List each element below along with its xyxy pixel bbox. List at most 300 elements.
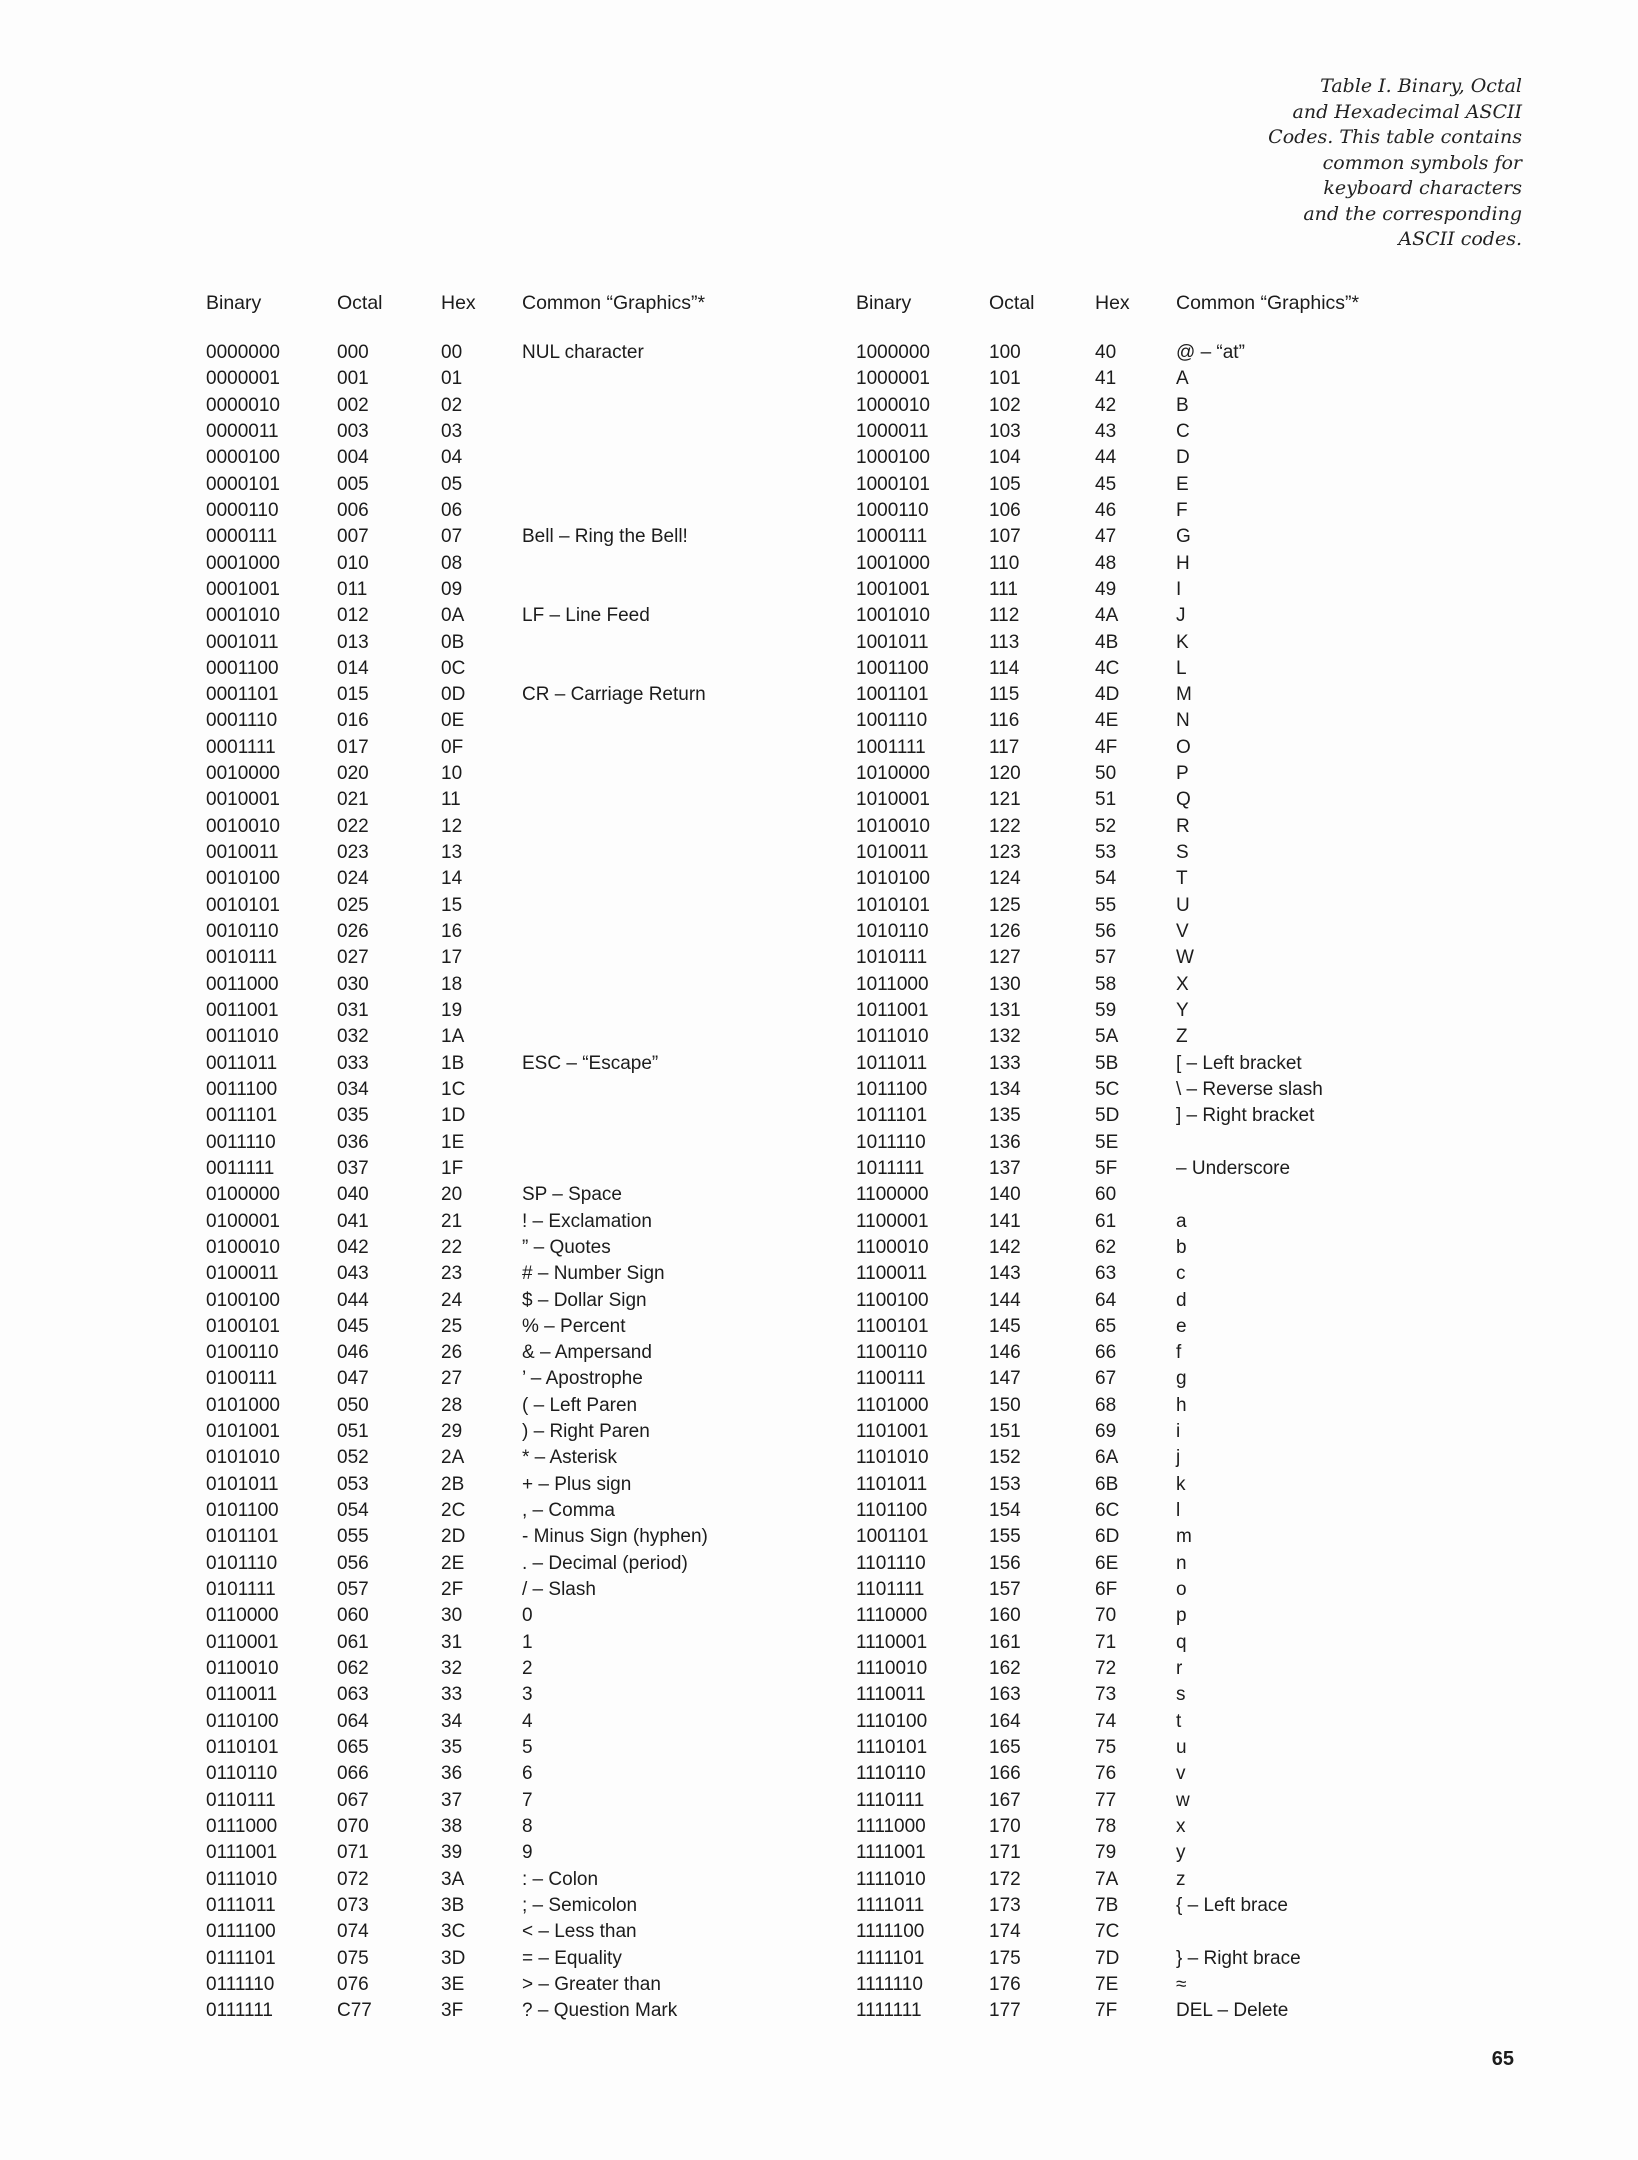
left-octal-cell: 025 <box>337 894 369 916</box>
caption-line: Codes. This table contains <box>1268 126 1522 148</box>
left-graphics-cell: - Minus Sign (hyphen) <box>522 1526 708 1548</box>
left-octal-cell: 067 <box>337 1789 369 1811</box>
left-octal-cell: 060 <box>337 1605 369 1627</box>
left-graphics-cell: SP – Space <box>522 1184 623 1206</box>
right-octal-cell: 163 <box>989 1684 1021 1706</box>
left-octal-cell: 057 <box>337 1579 369 1601</box>
right-binary-cell: 1010111 <box>856 947 928 969</box>
left-octal-cell: 027 <box>337 947 369 969</box>
right-octal-cell: 137 <box>989 1157 1021 1179</box>
right-binary-cell: 1100111 <box>856 1368 926 1390</box>
left-binary-cell: 0011001 <box>206 1000 279 1021</box>
right-octal-cell: 107 <box>989 526 1021 548</box>
left-hex-cell: 38 <box>441 1815 463 1837</box>
right-hex-cell: 40 <box>1095 342 1117 363</box>
right-graphics-cell: M <box>1176 684 1192 706</box>
left-binary-cell: 0100010 <box>206 1236 280 1258</box>
left-graphics-cell: ESC – “Escape” <box>522 1052 659 1074</box>
right-octal-cell: 144 <box>989 1289 1021 1311</box>
right-octal-cell: 126 <box>989 921 1021 943</box>
left-hex-cell: 1E <box>441 1131 465 1153</box>
caption-line: and the corresponding <box>1303 202 1522 225</box>
table-row <box>0 1130 1638 1156</box>
table-row <box>0 1419 1638 1445</box>
right-octal-cell: 171 <box>989 1842 1021 1864</box>
left-octal-cell: 042 <box>337 1236 369 1258</box>
right-octal-cell: 155 <box>989 1526 1021 1548</box>
table-row <box>0 787 1638 813</box>
right-graphics-cell: @ – “at” <box>1176 342 1245 363</box>
right-octal-cell: 162 <box>989 1658 1021 1679</box>
left-hex-cell: 04 <box>441 447 463 469</box>
right-binary-cell: 1011011 <box>856 1052 928 1074</box>
right-octal-cell: 153 <box>989 1473 1021 1495</box>
left-binary-cell: 0110000 <box>206 1605 279 1627</box>
right-binary-cell: 1111111 <box>856 2000 922 2022</box>
table-row <box>0 1867 1638 1893</box>
left-binary-cell: 0010000 <box>206 763 280 785</box>
right-graphics-cell: ] – Right bracket <box>1176 1105 1315 1127</box>
table-row <box>0 577 1638 603</box>
left-binary-cell: 0010010 <box>206 815 280 837</box>
right-octal-cell: 113 <box>989 631 1020 653</box>
right-octal-cell: 132 <box>989 1026 1021 1048</box>
table-row <box>0 1366 1638 1392</box>
table-row <box>0 1656 1638 1682</box>
right-octal-cell: 142 <box>989 1236 1021 1258</box>
left-hex-cell: 0B <box>441 631 465 653</box>
right-octal-cell: 133 <box>989 1052 1021 1074</box>
left-binary-cell: 0110111 <box>206 1789 276 1811</box>
left-octal-cell: 030 <box>337 973 369 995</box>
left-octal-cell: 046 <box>337 1342 369 1364</box>
left-binary-cell: 0000100 <box>206 447 280 469</box>
left-hex-cell: 35 <box>441 1736 463 1758</box>
left-binary-cell: 0101000 <box>206 1394 280 1416</box>
right-hex-cell: 4B <box>1095 631 1119 653</box>
left-octal-cell: 043 <box>337 1263 369 1285</box>
left-octal-cell: 044 <box>337 1289 369 1311</box>
left-hex-cell: 1D <box>441 1105 466 1127</box>
right-octal-cell: 127 <box>989 947 1021 969</box>
left-octal-cell: 064 <box>337 1710 369 1732</box>
left-octal-cell: 074 <box>337 1921 369 1943</box>
right-binary-cell: 1111101 <box>856 1947 925 1969</box>
left-hex-cell: 16 <box>441 921 463 943</box>
left-octal-cell: 053 <box>337 1473 369 1495</box>
left-octal-cell: 003 <box>337 420 369 442</box>
left-binary-cell: 0000000 <box>206 342 280 363</box>
left-graphics-cell: 0 <box>522 1605 533 1627</box>
left-octal-cell: 054 <box>337 1500 369 1522</box>
right-hex-cell: 76 <box>1095 1763 1117 1785</box>
left-octal-cell: 062 <box>337 1658 369 1679</box>
right-octal-cell: 131 <box>989 1000 1021 1021</box>
left-binary-cell: 0001001 <box>206 578 280 600</box>
right-hex-cell: 55 <box>1095 894 1117 916</box>
right-octal-cell: 122 <box>989 815 1021 837</box>
right-hex-cell: 54 <box>1095 868 1117 890</box>
right-binary-cell: 1101100 <box>856 1500 928 1522</box>
table-row <box>0 1814 1638 1840</box>
right-octal-cell: 116 <box>989 710 1020 732</box>
right-hex-cell: 56 <box>1095 921 1117 943</box>
right-hex-cell: 65 <box>1095 1315 1117 1337</box>
right-graphics-cell: e <box>1176 1315 1187 1337</box>
right-hex-cell: 6F <box>1095 1579 1118 1601</box>
right-hex-cell: 77 <box>1095 1789 1117 1811</box>
left-octal-cell: 035 <box>337 1105 369 1127</box>
table-row <box>0 1919 1638 1945</box>
right-graphics-cell: i <box>1176 1421 1181 1443</box>
right-octal-cell: 167 <box>989 1789 1021 1811</box>
right-graphics-cell: P <box>1176 763 1189 785</box>
right-hex-cell: 51 <box>1095 789 1117 811</box>
table-row <box>0 366 1638 392</box>
right-binary-cell: 1001001 <box>856 578 930 600</box>
right-hex-cell: 57 <box>1095 947 1117 969</box>
left-graphics-cell: & – Ampersand <box>522 1342 652 1364</box>
left-octal-cell: 055 <box>337 1526 369 1548</box>
right-hex-cell: 5D <box>1095 1105 1120 1127</box>
left-graphics-cell: 7 <box>522 1789 533 1811</box>
right-octal-cell: 117 <box>989 736 1020 758</box>
right-binary-cell: 1011101 <box>856 1105 928 1127</box>
left-hex-cell: 05 <box>441 473 463 495</box>
right-binary-cell: 1011001 <box>856 1000 929 1021</box>
left-binary-cell: 0101111 <box>206 1579 276 1601</box>
right-octal-cell: 154 <box>989 1500 1021 1522</box>
left-graphics-cell: > – Greater than <box>522 1973 661 1995</box>
right-octal-cell: 136 <box>989 1131 1021 1153</box>
right-octal-cell: 176 <box>989 1973 1021 1995</box>
left-binary-cell: 0000111 <box>206 526 278 548</box>
left-graphics-cell: 6 <box>522 1763 533 1785</box>
right-graphics-cell: DEL – Delete <box>1176 2000 1289 2022</box>
right-octal-cell: 102 <box>989 394 1021 416</box>
left-graphics-cell: % – Percent <box>522 1315 626 1337</box>
left-octal-cell: 052 <box>337 1447 369 1469</box>
right-binary-cell: 1010100 <box>856 868 930 890</box>
right-graphics-cell: h <box>1176 1394 1187 1416</box>
right-graphics-cell: V <box>1176 921 1189 943</box>
right-binary-cell: 1100010 <box>856 1236 929 1258</box>
right-hex-cell: 4D <box>1095 684 1120 706</box>
right-binary-cell: 1000010 <box>856 394 930 416</box>
left-binary-cell: 0101100 <box>206 1500 279 1522</box>
left-hex-cell: 20 <box>441 1184 463 1206</box>
right-hex-cell: 7F <box>1095 2000 1118 2022</box>
left-octal-cell: 033 <box>337 1052 369 1074</box>
right-graphics-cell: Q <box>1176 789 1191 811</box>
right-octal-cell: 104 <box>989 447 1021 469</box>
right-graphics-cell: Z <box>1176 1026 1188 1048</box>
left-hex-cell: 14 <box>441 868 463 890</box>
table-row <box>0 1024 1638 1050</box>
right-binary-cell: 1111110 <box>856 1973 923 1995</box>
table-row <box>0 1261 1638 1287</box>
left-octal-cell: 047 <box>337 1368 369 1390</box>
right-binary-cell: 1101000 <box>856 1394 929 1416</box>
right-octal-cell: 115 <box>989 684 1020 706</box>
table-row <box>0 1524 1638 1550</box>
left-graphics-cell: ) – Right Paren <box>522 1421 650 1443</box>
right-binary-cell: 1000011 <box>856 420 929 442</box>
right-hex-cell: 6B <box>1095 1473 1119 1495</box>
right-hex-cell: 7B <box>1095 1894 1119 1916</box>
right-binary-cell: 1010011 <box>856 842 929 864</box>
left-octal-cell: 040 <box>337 1184 369 1206</box>
right-binary-cell: 1001110 <box>856 710 928 732</box>
left-binary-cell: 0110101 <box>206 1736 279 1758</box>
right-binary-cell: 1100001 <box>856 1210 929 1232</box>
table-caption <box>1268 74 1522 253</box>
left-graphics-cell: 5 <box>522 1736 533 1758</box>
left-hex-cell: 03 <box>441 420 463 442</box>
left-binary-cell: 0111000 <box>206 1815 278 1837</box>
right-hex-cell: 63 <box>1095 1263 1117 1285</box>
right-hex-cell: 4E <box>1095 710 1119 732</box>
right-graphics-cell: H <box>1176 552 1190 574</box>
left-octal-cell: 020 <box>337 763 369 785</box>
right-octal-cell: 172 <box>989 1868 1021 1890</box>
right-graphics-cell: G <box>1176 526 1191 548</box>
left-octal-cell: 017 <box>337 736 369 758</box>
right-binary-cell: 1010010 <box>856 815 930 837</box>
right-hex-cell: 43 <box>1095 420 1117 442</box>
table-row <box>0 972 1638 998</box>
right-graphics-cell: c <box>1176 1263 1186 1285</box>
left-graphics-cell: ? – Question Mark <box>522 2000 678 2022</box>
right-graphics-cell: A <box>1176 368 1189 390</box>
left-octal-cell: 013 <box>337 631 369 653</box>
left-binary-cell: 0011111 <box>206 1157 275 1179</box>
left-graphics-cell: 1 <box>522 1631 533 1653</box>
left-graphics-cell: ( – Left Paren <box>522 1394 638 1416</box>
right-hex-cell: 6A <box>1095 1447 1119 1469</box>
left-octal-cell: 022 <box>337 815 369 837</box>
right-octal-cell: 111 <box>989 578 1018 600</box>
right-hex-cell: 69 <box>1095 1421 1117 1443</box>
right-hex-cell: 45 <box>1095 473 1117 495</box>
right-hex-cell: 52 <box>1095 815 1117 837</box>
right-binary-cell: 1000101 <box>856 473 930 495</box>
right-hex-cell: 74 <box>1095 1710 1117 1732</box>
right-graphics-cell: X <box>1176 973 1189 995</box>
table-row <box>0 708 1638 734</box>
table-row <box>0 1788 1638 1814</box>
left-binary-cell: 0001100 <box>206 657 279 679</box>
right-octal-cell: 143 <box>989 1263 1021 1285</box>
table-row <box>0 682 1638 708</box>
left-hex-cell: 24 <box>441 1289 463 1311</box>
right-hex-cell: 60 <box>1095 1184 1117 1206</box>
left-octal-cell: 065 <box>337 1736 369 1758</box>
right-octal-cell: 175 <box>989 1947 1021 1969</box>
table-row <box>0 1288 1638 1314</box>
table-row <box>0 1077 1638 1103</box>
left-hex-cell: 0C <box>441 657 466 679</box>
left-binary-cell: 0111101 <box>206 1947 276 1969</box>
right-graphics-cell: v <box>1176 1763 1186 1785</box>
left-hex-cell: 37 <box>441 1789 463 1811</box>
caption-line: common symbols for <box>1322 151 1522 174</box>
right-binary-cell: 1000111 <box>856 526 928 548</box>
table-row <box>0 893 1638 919</box>
left-hex-cell: 3C <box>441 1921 466 1943</box>
left-binary-cell: 0000110 <box>206 499 279 521</box>
right-binary-cell: 1101010 <box>856 1447 929 1469</box>
left-hex-cell: 10 <box>441 763 463 785</box>
right-binary-cell: 1011110 <box>856 1131 926 1153</box>
page-number: 65 <box>1491 2048 1514 2070</box>
left-binary-cell: 0111001 <box>206 1842 278 1864</box>
right-graphics-cell: E <box>1176 473 1189 495</box>
table-row <box>0 498 1638 524</box>
right-binary-cell: 1010110 <box>856 921 929 943</box>
right-binary-cell: 1010101 <box>856 894 930 916</box>
right-binary-cell: 1111001 <box>856 1842 926 1864</box>
table-row <box>0 1630 1638 1656</box>
left-octal-cell: 031 <box>337 1000 369 1021</box>
right-graphics-cell: T <box>1176 868 1188 890</box>
left-binary-cell: 0100111 <box>206 1368 278 1390</box>
right-hex-cell: 6E <box>1095 1552 1119 1574</box>
left-graphics-cell: ” – Quotes <box>522 1236 611 1258</box>
left-octal-cell: 036 <box>337 1131 369 1153</box>
left-octal-cell: 015 <box>337 684 369 706</box>
left-octal-cell: 023 <box>337 842 369 864</box>
left-binary-cell: 0001110 <box>206 710 278 732</box>
left-octal-cell: 012 <box>337 605 369 627</box>
left-hex-cell: 02 <box>441 394 463 416</box>
left-hex-cell: 23 <box>441 1263 463 1285</box>
right-hex-cell: 62 <box>1095 1236 1117 1258</box>
right-binary-cell: 1100101 <box>856 1315 929 1337</box>
caption-line: and Hexadecimal ASCII <box>1292 100 1522 123</box>
left-graphics-cell: + – Plus sign <box>522 1473 632 1495</box>
left-binary-cell: 0101110 <box>206 1552 278 1574</box>
right-octal-cell: 135 <box>989 1105 1021 1127</box>
left-graphics-cell: LF – Line Feed <box>522 605 650 627</box>
left-binary-cell: 0110011 <box>206 1684 278 1706</box>
right-octal-cell: 101 <box>989 368 1021 390</box>
left-binary-cell: 0100110 <box>206 1342 279 1364</box>
table-row <box>0 393 1638 419</box>
right-binary-cell: 1101011 <box>856 1473 928 1495</box>
right-octal-cell: 121 <box>989 789 1021 811</box>
right-hex-cell: 48 <box>1095 552 1117 574</box>
table-row <box>0 1340 1638 1366</box>
left-hex-cell: 34 <box>441 1710 463 1732</box>
left-octal-cell: 076 <box>337 1973 369 1995</box>
left-hex-cell: 07 <box>441 526 463 548</box>
right-graphics-cell: D <box>1176 447 1190 469</box>
right-octal-cell: 174 <box>989 1921 1021 1943</box>
right-hex-cell: 44 <box>1095 447 1117 469</box>
right-octal-cell: 160 <box>989 1605 1021 1627</box>
right-octal-cell: 173 <box>989 1894 1021 1916</box>
right-octal-cell: 124 <box>989 868 1021 890</box>
left-octal-cell: 004 <box>337 447 369 469</box>
right-binary-cell: 1001101 <box>856 684 929 706</box>
left-octal-cell: 070 <box>337 1815 369 1837</box>
left-hex-cell: 39 <box>441 1842 463 1864</box>
right-octal-cell: 125 <box>989 894 1021 916</box>
table-row <box>0 1682 1638 1708</box>
table-row <box>0 1472 1638 1498</box>
left-binary-cell: 0111010 <box>206 1868 278 1890</box>
right-hex-cell: 72 <box>1095 1658 1117 1679</box>
right-octal-cell: 151 <box>989 1421 1021 1443</box>
left-graphics-cell: 2 <box>522 1658 533 1679</box>
right-graphics-cell: } – Right brace <box>1176 1947 1301 1969</box>
left-graphics-cell: * – Asterisk <box>522 1447 618 1469</box>
table-row <box>0 419 1638 445</box>
left-binary-cell: 0010001 <box>206 789 280 811</box>
left-octal-cell: 073 <box>337 1894 369 1916</box>
left-binary-cell: 0011100 <box>206 1078 278 1100</box>
table-row <box>0 1998 1638 2024</box>
left-hex-cell: 09 <box>441 578 463 600</box>
left-hex-cell: 3F <box>441 2000 464 2022</box>
table-row <box>0 1577 1638 1603</box>
left-octal-cell: C77 <box>337 2000 372 2022</box>
left-graphics-cell: CR – Carriage Return <box>522 684 706 706</box>
left-octal-cell: 050 <box>337 1394 369 1416</box>
left-hex-cell: 25 <box>441 1315 463 1337</box>
table-row <box>0 735 1638 761</box>
right-hex-cell: 64 <box>1095 1289 1117 1311</box>
right-octal-cell: 157 <box>989 1579 1021 1601</box>
table-row <box>0 472 1638 498</box>
right-graphics-cell: m <box>1176 1526 1192 1548</box>
header-graphics-left: Common “Graphics”* <box>522 292 706 314</box>
right-graphics-cell: R <box>1176 815 1190 837</box>
left-binary-cell: 0110100 <box>206 1710 279 1732</box>
table-row <box>0 1551 1638 1577</box>
left-octal-cell: 072 <box>337 1868 369 1890</box>
right-hex-cell: 6D <box>1095 1526 1120 1548</box>
right-graphics-cell: d <box>1176 1289 1187 1311</box>
right-octal-cell: 165 <box>989 1736 1021 1758</box>
right-binary-cell: 1110111 <box>856 1789 925 1811</box>
right-hex-cell: 49 <box>1095 578 1117 600</box>
table-row <box>0 1946 1638 1972</box>
table-row <box>0 1156 1638 1182</box>
right-octal-cell: 100 <box>989 342 1021 363</box>
right-binary-cell: 1000000 <box>856 342 930 363</box>
right-octal-cell: 105 <box>989 473 1021 495</box>
left-octal-cell: 005 <box>337 473 369 495</box>
right-hex-cell: 71 <box>1095 1631 1117 1653</box>
left-octal-cell: 000 <box>337 342 369 363</box>
right-graphics-cell: O <box>1176 736 1191 758</box>
left-binary-cell: 0001000 <box>206 552 280 574</box>
table-row <box>0 1735 1638 1761</box>
right-graphics-cell: t <box>1176 1710 1182 1732</box>
left-hex-cell: 1C <box>441 1078 466 1100</box>
left-octal-cell: 006 <box>337 499 369 521</box>
table-row <box>0 551 1638 577</box>
left-binary-cell: 0100001 <box>206 1210 280 1232</box>
left-hex-cell: 1F <box>441 1157 464 1179</box>
right-graphics-cell: N <box>1176 710 1190 732</box>
right-binary-cell: 1010001 <box>856 789 930 811</box>
left-graphics-cell: 9 <box>522 1842 533 1864</box>
right-binary-cell: 1110001 <box>856 1631 928 1653</box>
left-graphics-cell: # – Number Sign <box>522 1263 665 1285</box>
